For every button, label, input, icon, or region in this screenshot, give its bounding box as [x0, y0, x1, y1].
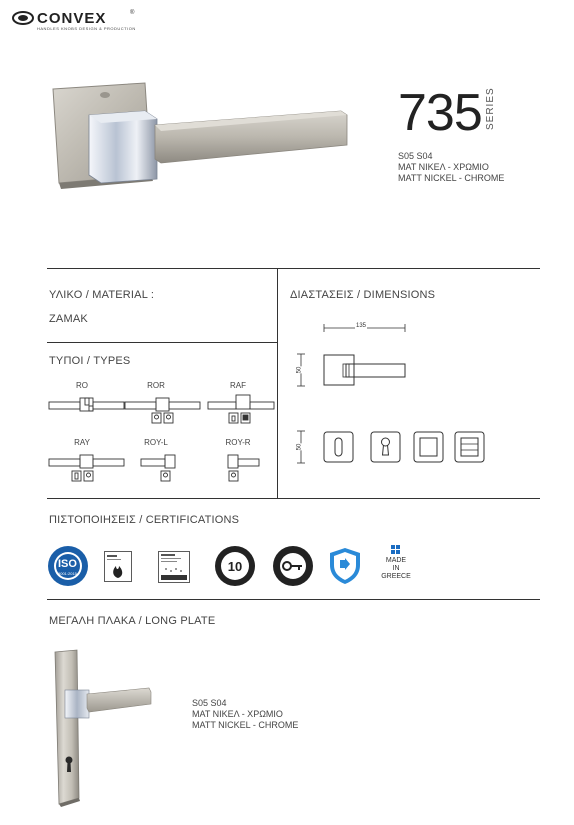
long-plate-codes: S05 S04 — [192, 698, 227, 708]
type-label-ror: ROR — [147, 381, 165, 390]
long-plate-info — [192, 698, 298, 731]
dimensions-title: ΔΙΑΣΤΑΣΕΙΣ / DIMENSIONS — [290, 289, 436, 301]
greek-flag-grid-icon — [391, 545, 401, 555]
divider-top — [47, 268, 540, 269]
dimensions-drawing — [290, 310, 530, 500]
type-label-ro: RO — [76, 381, 88, 390]
brand-registered: ® — [130, 10, 135, 16]
type-label-ray: RAY — [74, 438, 90, 447]
type-raf-icon — [208, 395, 274, 423]
salt-spray-certificate — [158, 551, 190, 583]
series-number: 735 — [398, 84, 482, 142]
finish-codes: S05 S04 — [398, 151, 433, 161]
series-label: SERIES — [485, 87, 496, 130]
quality-seal — [272, 545, 314, 587]
antibacterial-badge — [328, 546, 362, 586]
finish-greek: ΜΑΤ ΝΙΚΕΛ - ΧΡΩΜΙΟ — [398, 162, 489, 172]
type-roy-l-icon — [141, 455, 175, 481]
types-drawings — [47, 393, 277, 493]
dimension-height-label-2: 50 — [296, 443, 303, 451]
ten-year-warranty-seal — [214, 545, 256, 587]
key-seal-icon — [272, 545, 314, 587]
material-title: ΥΛΙΚΟ / MATERIAL : — [49, 289, 155, 301]
made-in-line-3: GREECE — [381, 573, 411, 580]
made-in-greece — [374, 545, 418, 589]
certifications-title: ΠΙΣΤΟΠΟΙΗΣΕΙΣ / CERTIFICATIONS — [49, 514, 240, 526]
long-plate-image — [45, 648, 165, 818]
svg-text:10: 10 — [227, 559, 243, 574]
dimension-height-label-1: 50 — [296, 366, 303, 374]
product-image — [45, 75, 365, 215]
shield-icon — [328, 546, 362, 586]
type-ray-icon — [49, 455, 124, 481]
iso-badge — [47, 545, 89, 587]
dimension-width-label: 135 — [356, 323, 367, 329]
type-label-roy-l: ROY-L — [144, 438, 168, 447]
material-value: ZAMAK — [49, 313, 88, 325]
iso-sub: 9001:2015 — [58, 571, 77, 576]
made-in-line-2: IN — [392, 565, 400, 572]
divider-vertical — [277, 268, 278, 498]
type-label-raf: RAF — [230, 381, 246, 390]
long-plate-english: MATT NICKEL - CHROME — [192, 720, 299, 730]
fire-test-certificate — [104, 551, 132, 582]
type-ro-icon — [49, 398, 124, 411]
made-in-line-1: MADE — [385, 557, 407, 564]
type-ror-icon — [125, 398, 200, 423]
finish-english: MATT NICKEL - CHROME — [398, 173, 505, 183]
brand-name: CONVEX — [37, 10, 107, 27]
warranty-seal-icon — [214, 545, 256, 587]
finish-info — [398, 151, 504, 184]
iso-text: ISO — [58, 558, 77, 570]
types-title: ΤΥΠΟΙ / TYPES — [49, 355, 131, 367]
salt-spray-icon — [158, 551, 190, 583]
fire-icon — [104, 551, 132, 582]
divider-bottom — [47, 599, 540, 600]
divider-material-types — [47, 342, 277, 343]
brand-tagline: HANDLES KNOBS DESIGN & PRODUCTION — [37, 26, 136, 31]
brand-logo — [12, 10, 142, 32]
type-label-roy-r: ROY-R — [225, 438, 251, 447]
long-plate-title: ΜΕΓΑΛΗ ΠΛΑΚΑ / LONG PLATE — [49, 615, 216, 627]
long-plate-greek: ΜΑΤ ΝΙΚΕΛ - ΧΡΩΜΙΟ — [192, 709, 283, 719]
type-roy-r-icon — [228, 455, 259, 481]
convex-logo-icon — [12, 11, 34, 25]
